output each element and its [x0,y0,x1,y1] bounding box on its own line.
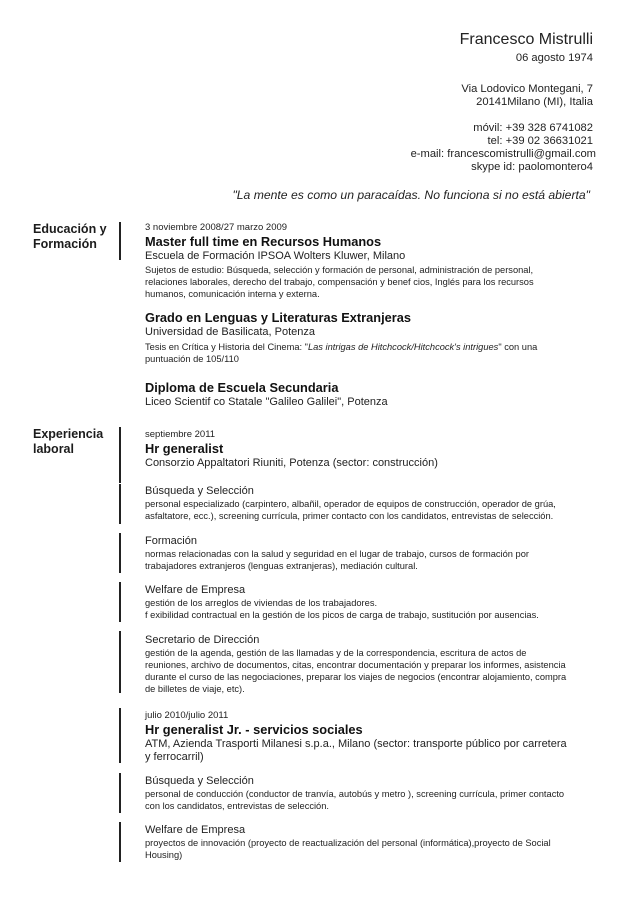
job-area [145,824,585,861]
area-divider-bar [119,582,121,622]
mobile-phone: móvil: +39 328 6741082 [473,122,593,134]
skype-id: skype id: paolomontero4 [471,161,593,173]
education-title: Master full time en Recursos Humanos [145,234,382,249]
thesis-suffix: " con una [498,342,538,352]
area-desc-line: de billetes de viaje, etc). [145,684,245,694]
area-role: Secretario de Dirección [145,634,260,646]
education-institution: Escuela de Formación IPSOA Wolters Kluwer, Milano [145,250,406,262]
experience-label-line-2: laboral [33,442,74,456]
address-line-1: Via Lodovico Montegani, 7 [461,83,593,95]
area-divider-bar [119,631,121,693]
area-desc-line: durante el curso de las negociaciones, preparar los viajes de negocios (encontrar alojamiento, compra [145,672,567,682]
area-desc-line: proyectos de innovación (proyecto de reactualización del personal (informática),proyecto de Social [145,838,551,848]
experience-label [33,427,103,457]
education-label-line-1: Educación y [33,222,107,236]
education-thesis-score: puntuación de 105/110 [145,354,239,364]
thesis-title: Las intrigas de Hitchcock/Hitchcock's intrigues [307,342,499,352]
job-area [145,634,585,695]
education-thesis [145,341,585,353]
education-label-line-2: Formación [33,237,97,251]
area-divider-bar [119,822,121,862]
area-desc-line: con los candidatos, entrevistas de selección. [145,801,329,811]
education-item-diploma [145,380,585,409]
birth-date: 06 agosto 1974 [515,52,593,64]
area-desc-line: personal especializado (carpintero, albañil, operador de equipos de construcción, operador de grúa, [145,499,556,509]
area-divider-bar [119,773,121,813]
education-title: Grado en Lenguas y Literaturas Extranjeras [145,310,411,325]
section-divider-bar [119,222,121,260]
job-header [145,710,585,764]
job-date: julio 2010/julio 2011 [145,710,229,721]
motto-quote: "La mente es como un paracaídas. No funciona si no está abierta" [232,188,590,202]
area-desc-line: trabajadores extranjeros (lenguas extranjeras), mediación cultural. [145,561,418,571]
experience-label-line-1: Experiencia [33,427,104,441]
section-divider-bar [119,708,121,763]
job-area [145,775,585,812]
education-item-master [145,222,585,300]
education-institution: Liceo Scientif co Statale "Galileo Galilei", Potenza [145,396,388,408]
section-divider-bar [119,427,121,483]
area-divider-bar [119,533,121,573]
job-area [145,584,585,621]
email: e-mail: francescomistrulli@gmail.com [410,148,596,160]
job-area [145,485,585,522]
education-desc-line: relaciones laborales, derecho del trabajo, compensación y benef cios, Inglés para los recursos [145,277,534,287]
education-institution: Universidad de Basilicata, Potenza [145,326,315,338]
job-company: ATM, Azienda Trasporti Milanesi s.p.a., Milano (sector: transporte público por carretera [145,738,567,750]
job-title: Hr generalist [145,441,224,456]
area-role: Welfare de Empresa [145,824,246,836]
education-date: 3 noviembre 2008/27 marzo 2009 [145,222,288,233]
job-company: Consorzio Appaltatori Riuniti, Potenza (sector: construcción) [145,457,438,469]
area-role: Formación [145,535,197,547]
area-divider-bar [119,484,121,524]
area-desc-line: personal de conducción (conductor de tranvía, autobús y metro ), screening currícula, primer contacto [145,789,565,799]
telephone: tel: +39 02 36631021 [487,135,593,147]
area-desc-line: f exibilidad contractual en la gestión de los picos de carga de trabajo, sustitución por ausencias. [145,610,539,620]
address-line-2: 20141Milano (MI), Italia [476,96,593,108]
area-role: Búsqueda y Selección [145,485,254,497]
area-desc-line: gestión de la agenda, gestión de las llamadas y de la correspondencia, escritura de actos de [145,648,527,658]
job-date: septiembre 2011 [145,429,216,440]
area-role: Búsqueda y Selección [145,775,254,787]
education-item-degree [145,310,585,365]
area-desc-line: reuniones, archivo de documentos, citas, encontrar documentación y preparar los informes, asistencia [145,660,566,670]
education-title: Diploma de Escuela Secundaria [145,380,339,395]
education-desc-line: Sujetos de estudio: Búsqueda, selección y formación de personal, administración de personal, [145,265,534,275]
job-header [145,429,585,470]
candidate-name: Francesco Mistrulli [459,31,593,48]
area-desc-line: gestión de los arreglos de viviendas de los trabajadores. [145,598,378,608]
area-role: Welfare de Empresa [145,584,246,596]
education-desc-line: humanos, comunicación interna y externa. [145,289,320,299]
education-label [33,222,107,252]
job-title: Hr generalist Jr. - servicios sociales [145,722,363,737]
area-desc-line: Housing) [145,850,183,860]
area-desc-line: normas relacionadas con la salud y seguridad en el lugar de trabajo, cursos de formación por [145,549,529,559]
thesis-prefix: Tesis en Crítica y Historia del Cinema: " [145,342,308,352]
job-area [145,535,585,572]
area-desc-line: asfaltatore, ecc.), screening currícula, primer contacto con los candidatos, entrevistas de selección. [145,511,554,521]
job-company: y ferrocarril) [145,751,204,763]
